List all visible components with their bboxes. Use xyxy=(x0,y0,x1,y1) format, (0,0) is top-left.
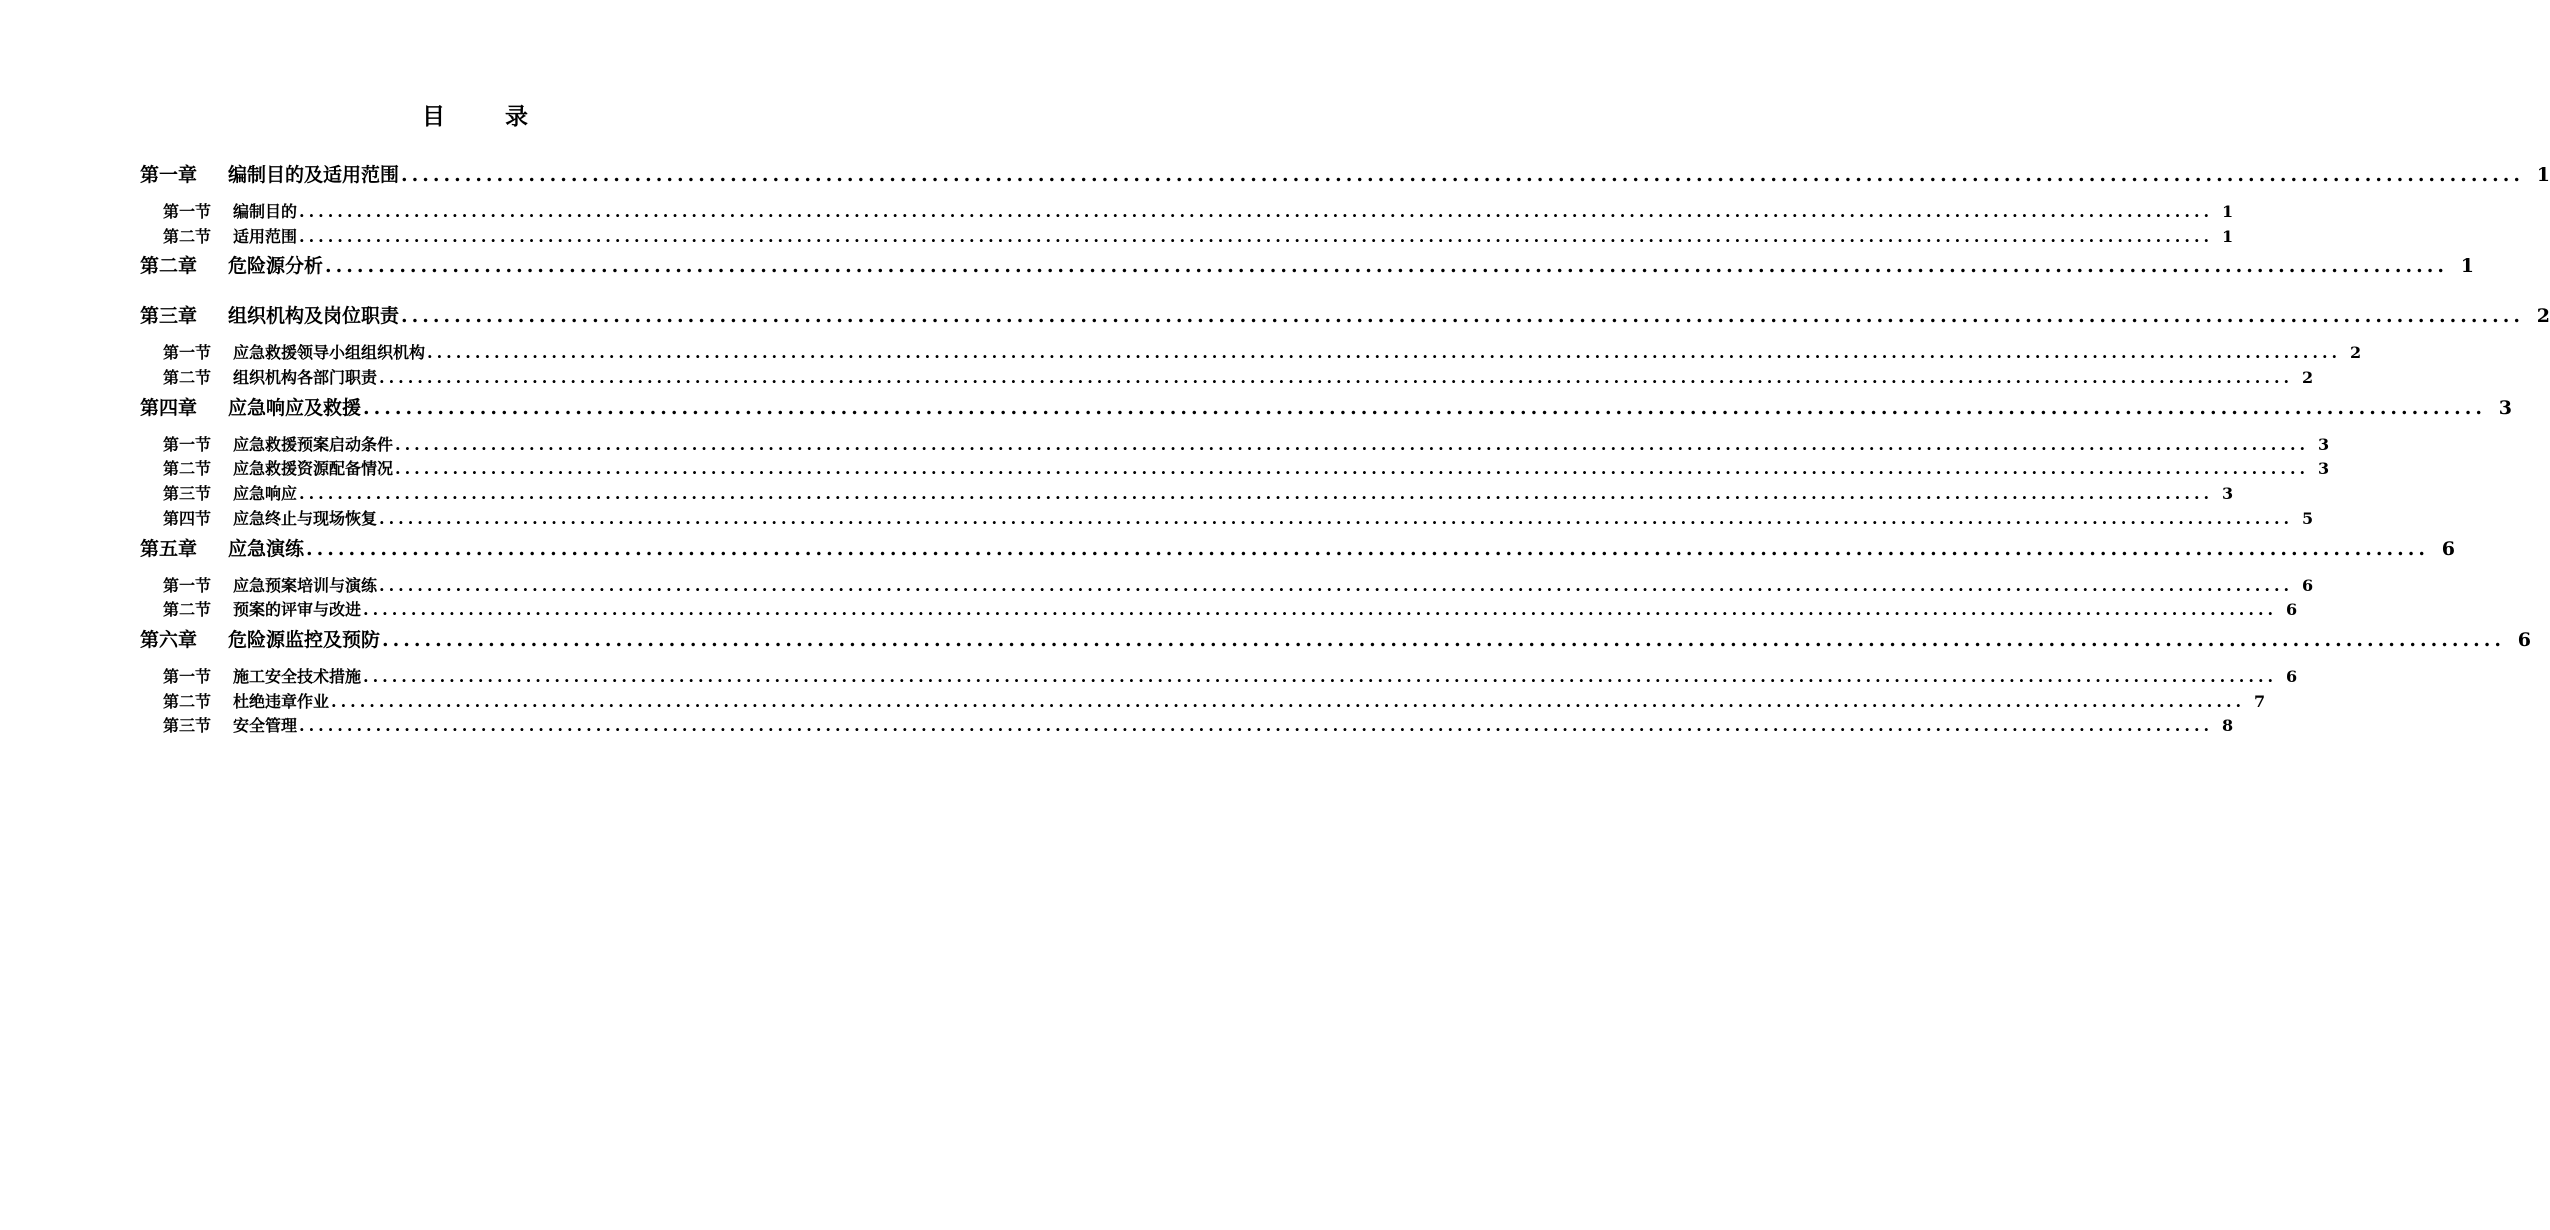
section-title: 安全管理 xyxy=(233,716,298,736)
chapter-title: 危险源分析 xyxy=(228,255,324,278)
section-number: 第一节 xyxy=(163,343,212,363)
page-number: 6 xyxy=(2301,575,2314,595)
page-number: 7 xyxy=(2253,691,2266,711)
chapter-title: 组织机构及岗位职责 xyxy=(228,305,400,328)
toc-section-entry[interactable] xyxy=(163,507,2314,532)
section-number: 第一节 xyxy=(163,666,212,686)
toc-section-entry[interactable] xyxy=(163,598,2298,623)
toc-chapter-entry[interactable] xyxy=(140,532,2455,566)
page-number: 2 xyxy=(2349,343,2362,363)
chapter-number: 第一章 xyxy=(140,164,198,186)
chapter-title: 编制目的及适用范围 xyxy=(228,164,400,186)
section-number: 第四节 xyxy=(163,508,212,528)
dot-leader: ........................................................................................................................................................................................................ xyxy=(363,396,2486,419)
page-number: 1 xyxy=(2221,202,2234,221)
page-number: 1 xyxy=(2221,226,2234,246)
chapter-title: 应急演练 xyxy=(228,537,305,560)
dot-leader: ........................................................................................................................................................................................................ xyxy=(299,716,2214,736)
section-number: 第一节 xyxy=(163,434,212,454)
dot-leader: ........................................................................................................................................................................................................ xyxy=(379,508,2294,528)
section-title: 适用范围 xyxy=(233,226,298,246)
section-title: 应急响应 xyxy=(233,484,298,504)
toc-chapter-entry[interactable] xyxy=(140,249,2474,283)
page-number: 1 xyxy=(2536,164,2550,186)
toc-section-entry[interactable] xyxy=(163,482,2234,507)
toc-chapter-entry[interactable] xyxy=(140,623,2531,657)
page-number: 2 xyxy=(2536,305,2550,328)
page-number: 6 xyxy=(2285,600,2298,620)
dot-leader: ........................................................................................................................................................................................................ xyxy=(299,226,2214,246)
section-title: 组织机构各部门职责 xyxy=(233,368,378,388)
toc-section-entry[interactable] xyxy=(163,225,2234,250)
section-number: 第一节 xyxy=(163,575,212,595)
toc-list xyxy=(0,158,2550,739)
toc-chapter-entry[interactable] xyxy=(140,299,2550,333)
dot-leader: ........................................................................................................................................................................................................ xyxy=(395,434,2310,454)
toc-section-entry[interactable] xyxy=(163,341,2362,366)
dot-leader: ........................................................................................................................................................................................................ xyxy=(299,202,2214,221)
section-title: 应急救援领导小组组织机构 xyxy=(233,343,426,363)
page-number: 3 xyxy=(2498,396,2512,419)
toc-chapter-entry[interactable] xyxy=(140,158,2550,192)
toc-section-entry[interactable] xyxy=(163,200,2234,225)
chapter-title: 应急响应及救援 xyxy=(228,396,362,419)
section-title: 杜绝违章作业 xyxy=(233,691,330,711)
page-number: 2 xyxy=(2301,368,2314,388)
page-number: 3 xyxy=(2221,484,2234,504)
toc-chapter-entry[interactable] xyxy=(140,391,2512,425)
toc-section-entry[interactable] xyxy=(163,366,2314,391)
toc-section-entry[interactable] xyxy=(163,457,2330,482)
page-number: 6 xyxy=(2441,537,2455,560)
toc-section-entry[interactable] xyxy=(163,690,2266,715)
section-number: 第二节 xyxy=(163,459,212,479)
toc-section-entry[interactable] xyxy=(163,714,2234,739)
toc-section-entry[interactable] xyxy=(163,574,2314,599)
dot-leader: ........................................................................................................................................................................................................ xyxy=(427,343,2342,363)
page-number: 6 xyxy=(2285,666,2298,686)
dot-leader: ........................................................................................................................................................................................................ xyxy=(379,368,2294,388)
dot-leader: ........................................................................................................................................................................................................ xyxy=(299,484,2214,504)
dot-leader: ........................................................................................................................................................................................................ xyxy=(363,600,2278,620)
chapter-title: 危险源监控及预防 xyxy=(228,628,381,651)
dot-leader: ........................................................................................................................................................................................................ xyxy=(401,305,2524,328)
page-number: 6 xyxy=(2517,628,2531,651)
dot-leader: ........................................................................................................................................................................................................ xyxy=(331,691,2246,711)
spacer xyxy=(0,283,950,299)
toc-section-entry[interactable] xyxy=(163,433,2330,458)
toc-section-entry[interactable] xyxy=(163,665,2298,690)
chapter-number: 第四章 xyxy=(140,396,198,419)
section-number: 第三节 xyxy=(163,716,212,736)
dot-leader: ........................................................................................................................................................................................................ xyxy=(401,164,2524,186)
dot-leader: ........................................................................................................................................................................................................ xyxy=(306,537,2429,560)
section-title: 应急救援预案启动条件 xyxy=(233,434,394,454)
section-title: 应急预案培训与演练 xyxy=(233,575,378,595)
section-number: 第二节 xyxy=(163,600,212,620)
section-title: 应急救援资源配备情况 xyxy=(233,459,394,479)
section-title: 预案的评审与改进 xyxy=(233,600,362,620)
chapter-number: 第五章 xyxy=(140,537,198,560)
section-title: 编制目的 xyxy=(233,202,298,221)
dot-leader: ........................................................................................................................................................................................................ xyxy=(379,575,2294,595)
section-number: 第二节 xyxy=(163,368,212,388)
section-title: 施工安全技术措施 xyxy=(233,666,362,686)
dot-leader: ........................................................................................................................................................................................................ xyxy=(325,255,2448,278)
page-number: 5 xyxy=(2301,508,2314,528)
chapter-number: 第三章 xyxy=(140,305,198,328)
section-title: 应急终止与现场恢复 xyxy=(233,508,378,528)
section-number: 第二节 xyxy=(163,691,212,711)
chapter-number: 第二章 xyxy=(140,255,198,278)
page-number: 1 xyxy=(2460,255,2474,278)
page-number: 3 xyxy=(2317,459,2330,479)
section-number: 第一节 xyxy=(163,202,212,221)
page-number: 3 xyxy=(2317,434,2330,454)
dot-leader: ........................................................................................................................................................................................................ xyxy=(363,666,2278,686)
toc-title: 目 录 xyxy=(421,103,554,130)
page-number: 8 xyxy=(2221,716,2234,736)
chapter-number: 第六章 xyxy=(140,628,198,651)
dot-leader: ........................................................................................................................................................................................................ xyxy=(382,628,2505,651)
dot-leader: ........................................................................................................................................................................................................ xyxy=(395,459,2310,479)
section-number: 第二节 xyxy=(163,226,212,246)
section-number: 第三节 xyxy=(163,484,212,504)
